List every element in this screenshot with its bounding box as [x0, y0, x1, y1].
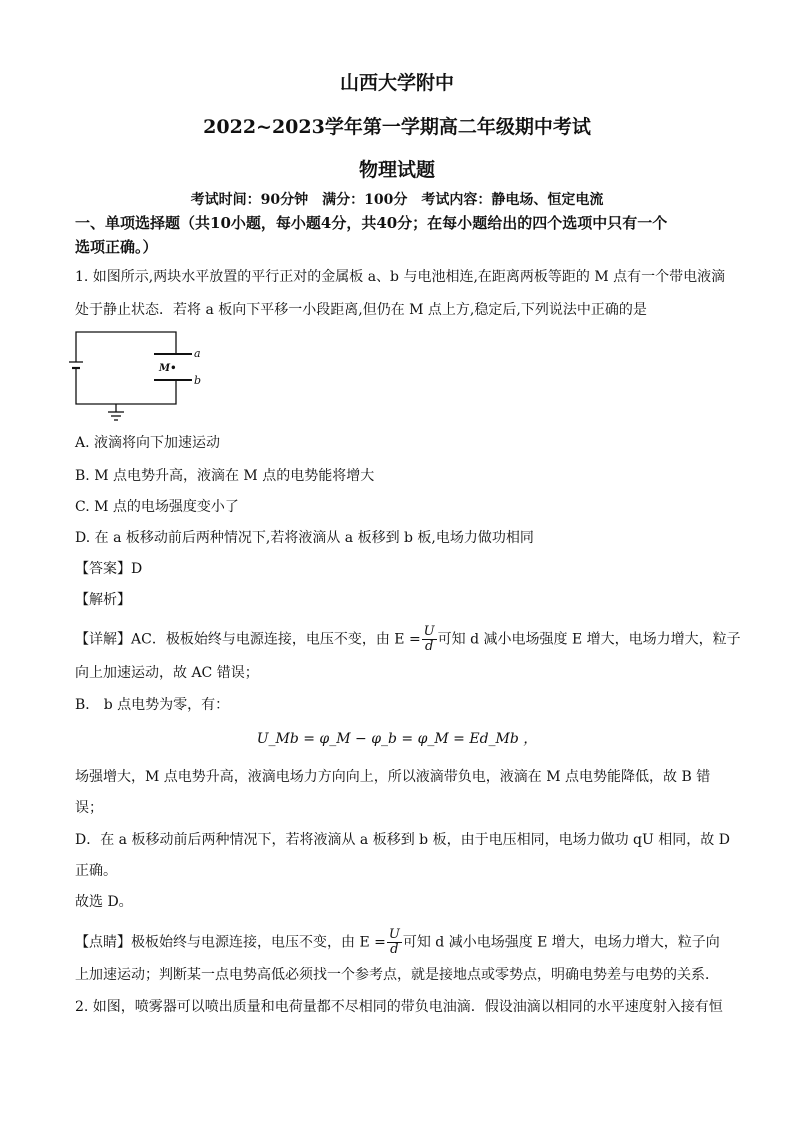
detail-post-text: 可知 d 减小电场强度 E 增大，电场力增大，粒子 [437, 631, 741, 648]
comment-post-text: 可知 d 减小电场强度 E 增大，电场力增大，粒子向 [402, 934, 720, 951]
point-m-label: M• [159, 363, 177, 374]
circuit-figure [68, 328, 218, 426]
q2-stem-line1: 2. 如图，喷雾器可以喷出质量和电荷量都不尽相同的带负电油滴．假设油滴以相同的水平速度射入接有恒 [75, 999, 723, 1015]
q1-option-d: D. 在 a 板移动前后两种情况下,若将液滴从 a 板移到 b 板,电场力做功相同 [75, 530, 534, 546]
fraction-denominator: d [424, 639, 434, 654]
q1-b-conclusion-line2: 误； [75, 800, 103, 816]
q1-d-line1: D．在 a 板移动前后两种情况下，若将液滴从 a 板移到 b 板，由于电压相同，电场力做功 qU 相同，故 D [75, 832, 730, 848]
q1-choose: 故选 D。 [75, 894, 133, 910]
fraction-u-over-d-2 [387, 928, 402, 957]
exam-info: 考试时间：90分钟 满分：100分 考试内容：静电场、恒定电流 [190, 192, 604, 208]
q1-answer: 【答案】D [75, 561, 143, 577]
q1-b-conclusion-line1: 场强增大，M 点电势升高，液滴电场力方向向上，所以液滴带负电，液滴在 M 点电势能降低，故 B 错 [75, 769, 711, 785]
q1-option-b: B. M 点电势升高，液滴在 M 点的电势能将增大 [75, 468, 375, 484]
q1-detail-line2: 向上加速运动，故 AC 错误； [75, 665, 259, 681]
exam-title: 2022~2023学年第一学期高二年级期中考试 [203, 116, 591, 138]
fraction-numerator-2: U [388, 927, 400, 942]
school-title: 山西大学附中 [339, 72, 454, 94]
fraction-denominator-2: d [390, 942, 399, 957]
q1-analysis-tag: 【解析】 [75, 592, 131, 608]
q1-comment-line1 [75, 928, 725, 957]
q1-stem-line1: 1. 如图所示,两块水平放置的平行正对的金属板 a、b 与电池相连,在距离两板等距的 M 点有一个带电液滴 [75, 269, 726, 285]
subject-title: 物理试题 [358, 159, 435, 181]
fraction-numerator: U [423, 624, 435, 639]
fraction-u-over-d [422, 625, 437, 654]
plate-b-label: b [194, 374, 202, 387]
detail-pre-text: 【详解】AC．极板始终与电源连接，电压不变，由 E = [75, 631, 421, 648]
q1-comment-line2: 上加速运动；判断某一点电势高低必须找一个参考点，就是接地点或零势点，明确电势差与电势的关系． [75, 967, 719, 983]
comment-pre-text: 【点睛】极板始终与电源连接，电压不变，由 E = [75, 934, 386, 951]
potential-formula: U_Mb = φ_M − φ_b = φ_M = Ed_Mb ， [256, 731, 538, 747]
section-heading-line2: 选项正确。） [75, 238, 158, 256]
q1-detail-line1 [75, 624, 741, 654]
section-heading-line1: 一、单项选择题（共10小题，每小题4分，共40分；在每小题给出的四个选项中只有一个 [75, 214, 668, 232]
q1-b-line: B． b 点电势为零，有： [75, 697, 230, 713]
q1-option-a: A. 液滴将向下加速运动 [75, 435, 221, 451]
q1-d-line2: 正确。 [75, 863, 117, 879]
plate-a-label: a [194, 347, 201, 360]
q1-stem-line2: 处于静止状态．若将 a 板向下平移一小段距离,但仍在 M 点上方,稳定后,下列说法中正确的是 [75, 302, 647, 318]
q1-option-c: C. M 点的电场强度变小了 [75, 499, 239, 515]
